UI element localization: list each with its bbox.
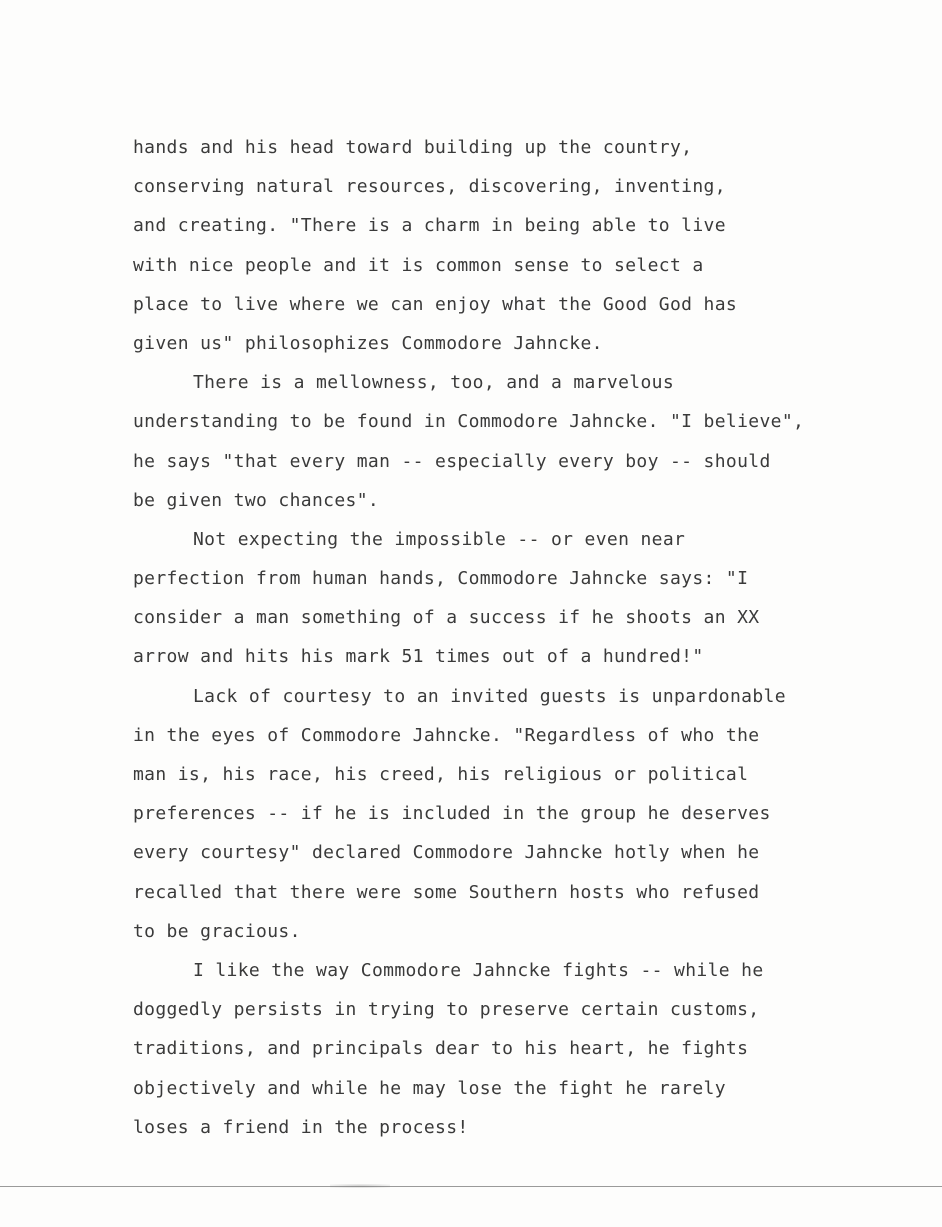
text-line: perfection from human hands, Commodore Jahncke says: "I [133,568,749,590]
paragraph-start-line: Not expecting the impossible -- or even near [193,528,686,550]
text-line: traditions, and principals dear to his heart, he fights [133,1038,749,1060]
typed-text-body [133,128,913,1147]
text-line: given us" philosophizes Commodore Jahncke. [133,332,603,354]
text-line: preferences -- if he is included in the group he deserves [133,803,771,825]
text-line: and creating. "There is a charm in being able to live [133,215,726,237]
text-line: doggedly persists in trying to preserve certain customs, [133,999,760,1021]
text-line: every courtesy" declared Commodore Jahncke hotly when he [133,842,760,864]
text-line: he says "that every man -- especially every boy -- should [133,450,771,472]
paragraph-start-line: There is a mellowness, too, and a marvelous [193,372,675,394]
text-line: place to live where we can enjoy what the Good God has [133,293,738,315]
text-line: man is, his race, his creed, his religious or political [133,764,749,785]
text-line: objectively and while he may lose the fight he rarely [133,1077,726,1099]
text-line: in the eyes of Commodore Jahncke. "Regardless of who the [133,724,760,746]
text-line: hands and his head toward building up the country, [133,137,693,158]
text-line: with nice people and it is common sense to select a [133,254,704,276]
page-bottom-edge [0,1186,942,1187]
text-line: to be gracious. [133,920,301,942]
text-line: be given two chances". [133,489,380,511]
text-line: loses a friend in the process! [133,1116,469,1138]
text-line: understanding to be found in Commodore Jahncke. "I believe", [133,411,805,433]
ink-smudge [330,1184,390,1188]
text-line: consider a man something of a success if he shoots an XX [133,607,760,629]
text-line: conserving natural resources, discovering, inventing, [133,176,726,198]
paragraph-start-line: Lack of courtesy to an invited guests is unpardonable [193,685,786,707]
text-line: arrow and hits his mark 51 times out of a hundred!" [133,646,704,668]
paragraph-start-line: I like the way Commodore Jahncke fights -- while he [193,959,764,981]
text-line: recalled that there were some Southern hosts who refused [133,881,760,903]
